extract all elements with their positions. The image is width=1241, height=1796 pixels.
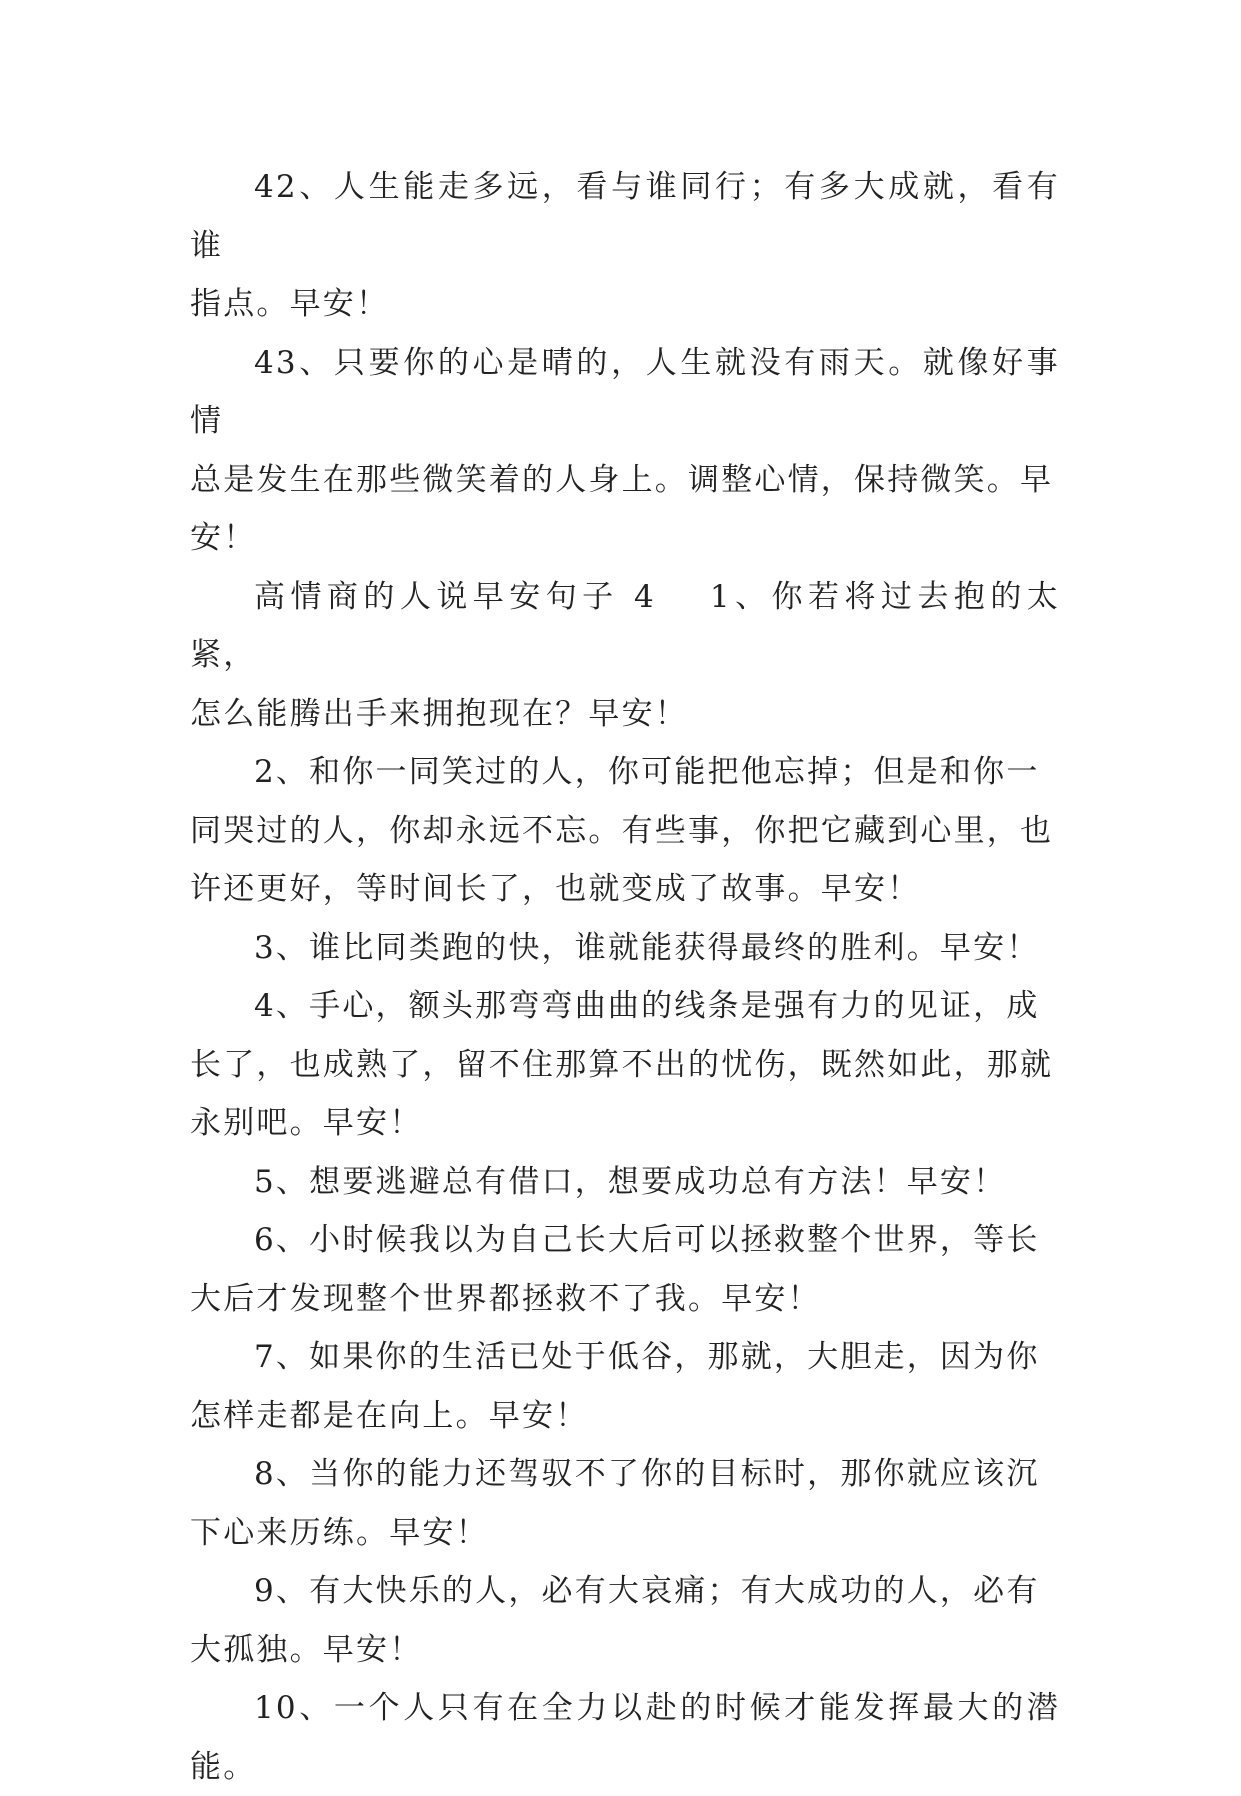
text-line: 安！	[190, 520, 257, 556]
section-heading-paragraph	[190, 568, 1060, 744]
text-line: 7、如果你的生活已处于低谷，那就，大胆走，因为你	[254, 1339, 1040, 1375]
section-heading: 高情商的人说早安句子 4	[254, 578, 656, 615]
paragraph-43	[190, 334, 1060, 568]
paragraph-6	[190, 1211, 1060, 1328]
paragraph-2	[190, 743, 1060, 919]
paragraph-3	[190, 919, 1060, 978]
text-line: 42、人生能走多远，看与谁同行；有多大成就，看有谁	[190, 169, 1060, 264]
text-line: 长了，也成熟了，留不住那算不出的忧伤，既然如此，那就	[190, 1046, 1054, 1083]
text-line: 永别吧。早安！	[190, 1105, 423, 1141]
text-line: 4、手心，额头那弯弯曲曲的线条是强有力的见证，成	[254, 988, 1040, 1024]
paragraph-8	[190, 1445, 1060, 1562]
text-line: 3、谁比同类跑的快，谁就能获得最终的胜利。早安！	[254, 929, 1040, 966]
text-line: 10、一个人只有在全力以赴的时候才能发挥最大的潜能。	[190, 1690, 1060, 1785]
paragraph-7	[190, 1328, 1060, 1445]
text-line: 指点。早安！	[190, 286, 390, 322]
text-line: 1、你若将过去抱的太紧，	[190, 578, 1060, 673]
text-line: 总是发生在那些微笑着的人身上。调整心情，保持微笑。早	[190, 461, 1054, 498]
paragraph-42	[190, 158, 1060, 334]
text-line: 大孤独。早安！	[190, 1631, 423, 1668]
text-line: 43、只要你的心是晴的，人生就没有雨天。就像好事情	[190, 344, 1060, 439]
text-line: 同哭过的人，你却永远不忘。有些事，你把它藏到心里，也	[190, 812, 1054, 849]
text-line: 怎么能腾出手来拥抱现在？早安！	[190, 695, 688, 732]
paragraph-9	[190, 1562, 1060, 1679]
text-line: 8、当你的能力还驾驭不了你的目标时，那你就应该沉	[254, 1456, 1040, 1492]
paragraph-4	[190, 977, 1060, 1153]
text-line: 下心来历练。早安！	[190, 1514, 489, 1551]
text-line: 怎样走都是在向上。早安！	[190, 1397, 589, 1434]
document-body	[190, 158, 1060, 1796]
paragraph-5	[190, 1153, 1060, 1212]
text-line: 6、小时候我以为自己长大后可以拯救整个世界，等长	[254, 1222, 1040, 1258]
text-line: 2、和你一同笑过的人，你可能把他忘掉；但是和你一	[254, 754, 1040, 790]
text-line: 许还更好，等时间长了，也就变成了故事。早安！	[190, 871, 921, 907]
text-line: 9、有大快乐的人，必有大哀痛；有大成功的人，必有	[254, 1573, 1040, 1609]
text-line: 5、想要逃避总有借口，想要成功总有方法！早安！	[254, 1163, 1007, 1200]
text-line: 大后才发现整个世界都拯救不了我。早安！	[190, 1280, 821, 1317]
paragraph-10	[190, 1679, 1060, 1796]
